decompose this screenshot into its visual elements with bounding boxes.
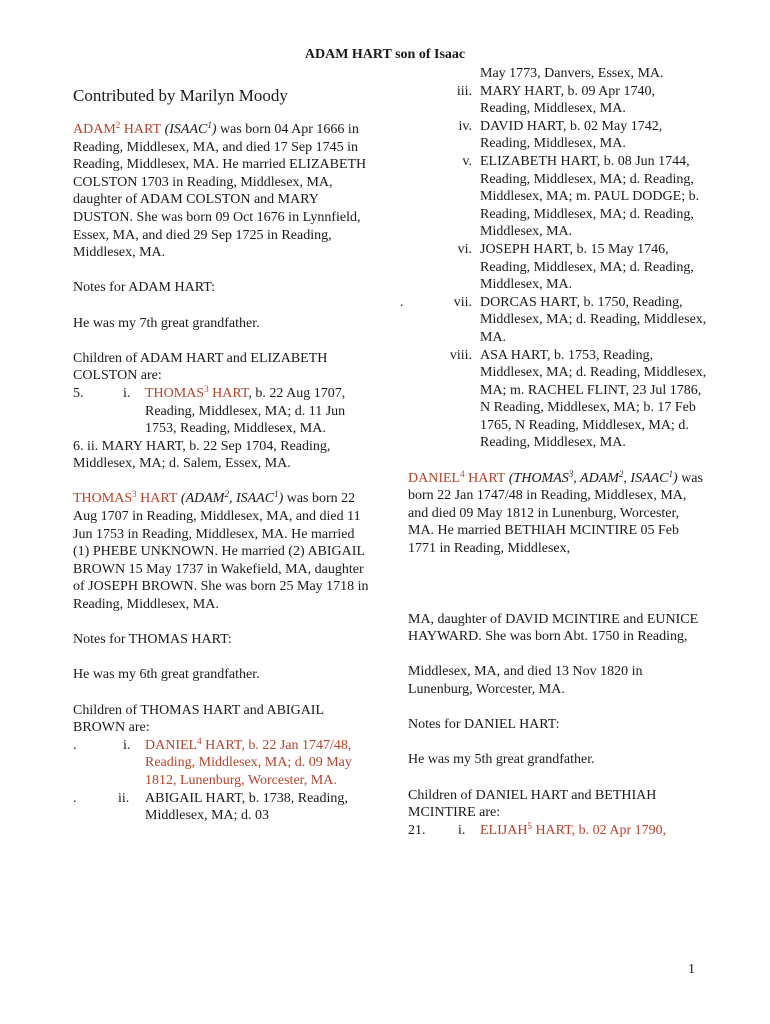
- thomas-hart-entry: [73, 490, 373, 613]
- thomas-name: THOMAS$^3$ HART: [73, 489, 178, 507]
- daniel-bio-part2: MA, daughter of DAVID MCINTIRE and EUNICE HAYWARD. She was born Abt. 1750 in Reading,: [408, 611, 699, 645]
- list-item: v. ELIZABETH HART, b. 08 Jun 1744, Reading, Middlesex, MA; d. Reading, Middlesex, MA; m. PAUL DODGE; b. Reading, Middlesex, MA; d. Reading, Middlesex, MA.: [462, 153, 700, 240]
- adam-notes-heading: Notes for ADAM HART:: [73, 280, 215, 296]
- child-daniel-link: DANIEL$^4$ HART, b. 22 Jan 1747/48, Reading, Middlesex, MA; d. 09 May 1812, Lunenburg, Worcester, MA.: [145, 735, 352, 788]
- thomas-notes-heading: Notes for THOMAS HART:: [73, 632, 232, 648]
- adam-children-heading: Children of ADAM HART and ELIZABETH COLSTON are:: [73, 350, 328, 384]
- adam-bio: was born 04 Apr 1666 in Reading, Middlesex, MA, and died 17 Sep 1745 in Reading, Middlesex, MA. He married ELIZABETH COLSTON 1703 in Reading, Middlesex, MA, daughter of ADAM COLSTON and MARY DUSTON. She was born 09 Oct 1676 in Lynnfield, Essex, MA, and died 29 Sep 1725 in Reading, Middlesex, MA.: [73, 122, 367, 261]
- child-thomas-link: THOMAS$^3$ HART: [145, 383, 249, 401]
- thomas-parentage: (ADAM$^2$, ISAAC$^1$): [177, 489, 284, 507]
- page-title: ADAM HART son of Isaac: [304, 47, 466, 62]
- adam-parentage: (ISAAC$^1$): [161, 120, 217, 137]
- list-item: vi. JOSEPH HART, b. 15 May 1746, Reading, Middlesex, MA; d. Reading, Middlesex, MA.: [457, 241, 694, 293]
- adam-name: ADAM$^2$ HART: [73, 120, 162, 137]
- left-column: [73, 85, 373, 825]
- thomas-bio: was born 22 Aug 1707 in Reading, Middlesex, MA, and died 11 Jun 1753 in Reading, Middlesex, MA. He married (1) PHEBE UNKNOWN. He married (2) ABIGAIL BROWN 15 May 1737 in Wakefield, MA, daughter of JOSEPH BROWN. She was born 25 May 1718 in Reading, Middlesex, MA.: [73, 491, 369, 613]
- daniel-note: He was my 5th great grandfather.: [408, 752, 595, 768]
- daniel-notes-heading: Notes for DANIEL HART:: [408, 717, 560, 733]
- daniel-bio-part3: Middlesex, MA, and died 13 Nov 1820 in Lunenburg, Worcester, MA.: [408, 664, 643, 697]
- list-continuation: May 1773, Danvers, Essex, MA.: [480, 66, 664, 81]
- list-item: . vii. DORCAS HART, b. 1750, Reading, Middlesex, MA; d. Reading, Middlesex, MA.: [400, 294, 707, 345]
- adam-hart-entry: [73, 121, 373, 262]
- daniel-bio-part1: was born 22 Jan 1747/48 in Reading, Middlesex, MA, and died 09 May 1812 in Lunenburg, Worcester, MA. He married BETHIAH MCINTIRE 05 Feb 1771 in Reading, Middlesex,: [408, 470, 703, 557]
- child-elijah-link: ELIJAH$^5$ HART, b. 02 Apr 1790,: [480, 820, 667, 838]
- children-list: [400, 83, 708, 452]
- contributor-line: Contributed by Marilyn Moody: [73, 86, 288, 105]
- list-item: 21. i. ELIJAH$^5$ HART, b. 02 Apr 1790,: [408, 822, 708, 840]
- thomas-children-heading: Children of THOMAS HART and ABIGAIL BROWN are:: [73, 702, 324, 736]
- list-item: iv. DAVID HART, b. 02 May 1742, Reading, Middlesex, MA.: [458, 118, 663, 152]
- daniel-hart-entry: [408, 470, 708, 558]
- daniel-parentage: (THOMAS$^3$, ADAM$^2$, ISAAC$^1$): [505, 468, 678, 486]
- daniel-name: DANIEL$^4$ HART: [408, 468, 506, 486]
- right-column: [400, 65, 708, 839]
- list-item: . ii. ABIGAIL HART, b. 1738, Reading, Middlesex, MA; d. 03: [73, 790, 348, 824]
- list-item: 6. ii. MARY HART, b. 22 Sep 1704, Reading, Middlesex, MA; d. Salem, Essex, MA.: [73, 438, 331, 472]
- thomas-note: He was my 6th great grandfather.: [73, 667, 260, 683]
- list-item: viii. ASA HART, b. 1753, Reading, Middlesex, MA; d. Reading, Middlesex, MA; m. RACHEL FLINT, 23 Jul 1786, N Reading, Middlesex, MA; b. 17 Feb 1765, N Reading, Middlesex, MA; d. Reading, Middlesex, MA.: [449, 347, 707, 451]
- list-item: . i. DANIEL$^4$ HART, b. 22 Jan 1747/48, Reading, Middlesex, MA; d. 09 May 1812, Lunenburg, Worcester, MA.: [73, 737, 373, 790]
- adam-note: He was my 7th great grandfather.: [73, 315, 260, 331]
- list-item: 5. i. THOMAS$^3$ HART, b. 22 Aug 1707, Reading, Middlesex, MA; d. 11 Jun 1753, Reading, Middlesex, MA.: [73, 383, 346, 437]
- page-number: 1: [688, 962, 695, 977]
- daniel-children-heading: Children of DANIEL HART and BETHIAH MCINTIRE are:: [408, 787, 657, 821]
- list-item: iii. MARY HART, b. 09 Apr 1740, Reading, Middlesex, MA.: [456, 83, 655, 117]
